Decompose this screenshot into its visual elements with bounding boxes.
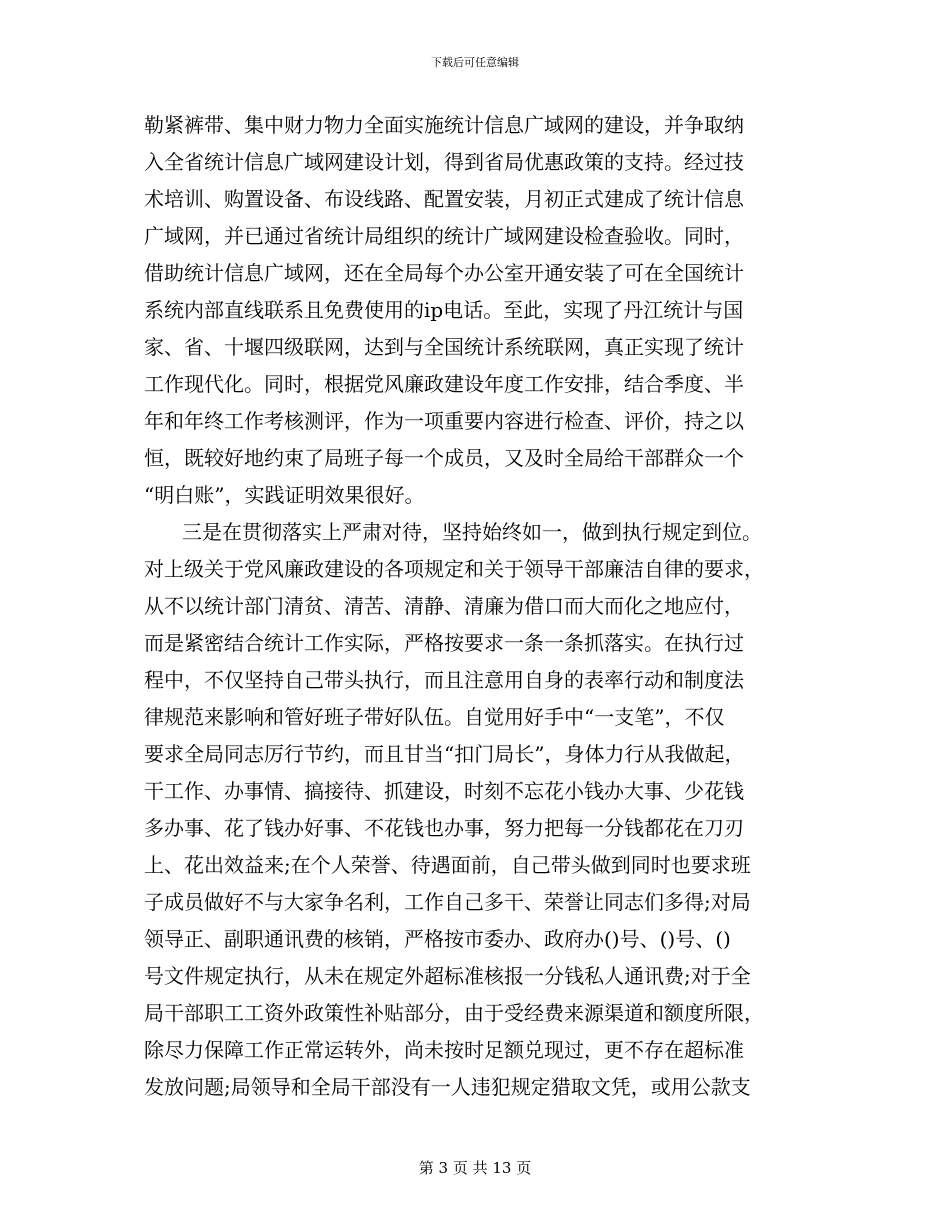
body-line-8: 工作现代化。同时，根据党风廉政建设年度工作安排，结合季度、半 bbox=[144, 372, 744, 396]
body-line-17: 律规范来影响和管好班子带好队伍。自觉用好手中“一支笔”，不仅 bbox=[144, 705, 725, 729]
body-line-22: 子成员做好不与大家争名利，工作自己多干、荣誉让同志们多得;对局 bbox=[144, 890, 751, 914]
body-line-25: 局干部职工工资外政策性补贴部分，由于受经费来源渠道和额度所限， bbox=[144, 1001, 764, 1025]
body-line-20: 多办事、花了钱办好事、不花钱也办事，努力把每一分钱都花在刀刃 bbox=[144, 816, 744, 840]
body-line-27: 发放问题;局领导和全局干部没有一人违犯规定猎取文凭，或用公款支 bbox=[144, 1075, 751, 1099]
body-line-1: 勒紧裤带、集中财力物力全面实施统计信息广域网的建设，并争取纳 bbox=[144, 113, 744, 137]
body-line-7: 家、省、十堰四级联网，达到与全国统计系统联网，真正实现了统计 bbox=[144, 335, 744, 359]
download-note: 下载后可任意编辑 bbox=[431, 56, 519, 69]
body-line-16: 程中，不仅坚持自己带头执行，而且注意用自身的表率行动和制度法 bbox=[144, 668, 744, 692]
body-line-26: 除尽力保障工作正常运转外，尚未按时足额兑现过，更不存在超标准 bbox=[144, 1038, 744, 1062]
body-line-3: 术培训、购置设备、布设线路、配置安装，月初正式建成了统计信息 bbox=[144, 187, 744, 211]
body-line-21: 上、花出效益来;在个人荣誉、待遇面前，自己带头做到同时也要求班 bbox=[144, 853, 751, 877]
body-line-5: 借助统计信息广域网，还在全局每个办公室开通安装了可在全国统计 bbox=[144, 261, 744, 285]
body-line-19: 干工作、办事情、搞接待、抓建设，时刻不忘花小钱办大事、少花钱 bbox=[144, 779, 744, 803]
body-line-6: 系统内部直线联系且免费使用的ip电话。至此，实现了丹江统计与国 bbox=[144, 298, 744, 322]
body-line-14: 从不以统计部门清贫、清苦、清静、清廉为借口而大而化之地应付， bbox=[144, 594, 744, 618]
body-line-11: “明白账”，实践证明效果很好。 bbox=[144, 483, 425, 507]
body-line-2: 入全省统计信息广域网建设计划，得到省局优惠政策的支持。经过技 bbox=[144, 150, 744, 174]
body-line-9: 年和年终工作考核测评，作为一项重要内容进行检查、评价，持之以 bbox=[144, 409, 744, 433]
body-line-15: 而是紧密结合统计工作实际，严格按要求一条一条抓落实。在执行过 bbox=[144, 631, 744, 655]
body-line-4: 广域网，并已通过省统计局组织的统计广域网建设检查验收。同时， bbox=[144, 224, 744, 248]
page-header bbox=[0, 56, 950, 70]
page-footer bbox=[0, 1158, 950, 1178]
body-line-12: 三是在贯彻落实上严肃对待，坚持始终如一，做到执行规定到位。 bbox=[182, 520, 762, 544]
page-number: 第 3 页 共 13 页 bbox=[418, 1159, 532, 1177]
body-line-18: 要求全局同志厉行节约，而且甘当“扣门局长”，身体力行从我做起， bbox=[144, 742, 745, 766]
body-line-13: 对上级关于党风廉政建设的各项规定和关于领导干部廉洁自律的要求， bbox=[144, 557, 764, 581]
body-line-10: 恒，既较好地约束了局班子每一个成员，又及时全局给干部群众一个 bbox=[144, 446, 744, 470]
body-line-24: 号文件规定执行，从未在规定外超标准核报一分钱私人通讯费;对于全 bbox=[144, 964, 751, 988]
body-line-23: 领导正、副职通讯费的核销，严格按市委办、政府办()号、()号、() bbox=[144, 927, 731, 951]
